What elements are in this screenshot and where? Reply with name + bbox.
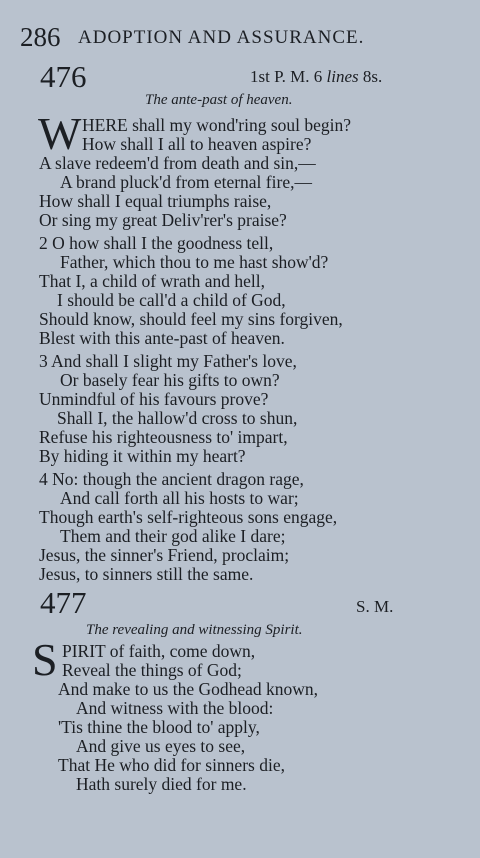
verse-line: How shall I all to heaven aspire? <box>82 134 312 154</box>
running-title: ADOPTION AND ASSURANCE. <box>78 27 365 48</box>
hymn-number: 476 <box>40 59 87 94</box>
verse-line: And give us eyes to see, <box>76 736 246 756</box>
verse-line: PIRIT of faith, come down, <box>62 641 256 661</box>
page-header <box>20 22 464 52</box>
hymn-meter: 1st P. M. 6 lines 8s. <box>250 67 383 86</box>
verse-line: HERE shall my wond'ring soul begin? <box>82 115 352 135</box>
verse-line: Or sing my great Deliv'rer's praise? <box>39 210 287 230</box>
hymn-meter: S. M. <box>356 597 394 616</box>
verse-line: By hiding it within my heart? <box>39 446 246 466</box>
verse-line: 3 And shall I slight my Father's love, <box>39 351 297 371</box>
hymn-number: 477 <box>40 585 87 620</box>
verse-line: Should know, should feel my sins forgiven, <box>39 309 343 329</box>
verse-line: 'Tis thine the blood to' apply, <box>58 717 260 737</box>
drop-cap: W <box>38 108 82 159</box>
verse-line: A brand pluck'd from eternal fire,— <box>60 172 312 192</box>
verse-line: And make to us the Godhead known, <box>58 679 319 699</box>
verse-line: And witness with the blood: <box>76 698 274 718</box>
verse-line: Or basely fear his gifts to own? <box>60 370 280 390</box>
hymn-subtitle: The revealing and witnessing Spirit. <box>86 622 303 638</box>
verse-line: A slave redeem'd from death and sin,— <box>39 153 316 173</box>
verse-line: And call forth all his hosts to war; <box>60 488 299 508</box>
verse-line: 2 O how shall I the goodness tell, <box>39 233 274 253</box>
verse-line: Them and their god alike I dare; <box>60 526 286 546</box>
drop-cap: S <box>32 634 58 685</box>
verse-line: 4 No: though the ancient dragon rage, <box>39 469 304 489</box>
verse-line: Refuse his righteousness to' impart, <box>39 427 288 447</box>
verse-line: That He who did for sinners die, <box>58 755 285 775</box>
verse-line: Jesus, to sinners still the same. <box>39 564 254 584</box>
verse-line: I should be call'd a child of God, <box>57 290 286 310</box>
verse-line: Reveal the things of God; <box>62 660 242 680</box>
verse-line: Shall I, the hallow'd cross to shun, <box>57 408 298 428</box>
verse-line: Blest with this ante-past of heaven. <box>39 328 285 348</box>
verse-line: That I, a child of wrath and hell, <box>39 271 265 291</box>
verse-line: Hath surely died for me. <box>76 774 247 794</box>
verse-line: Though earth's self-righteous sons engage, <box>39 507 338 527</box>
verse-line: Jesus, the sinner's Friend, proclaim; <box>39 545 290 565</box>
page-number: 286 <box>20 22 61 52</box>
hymn-subtitle: The ante-past of heaven. <box>145 92 293 108</box>
verse-line: Unmindful of his favours prove? <box>39 389 269 409</box>
verse-line: How shall I equal triumphs raise, <box>39 191 272 211</box>
verse-line: Father, which thou to me hast show'd? <box>60 252 329 272</box>
